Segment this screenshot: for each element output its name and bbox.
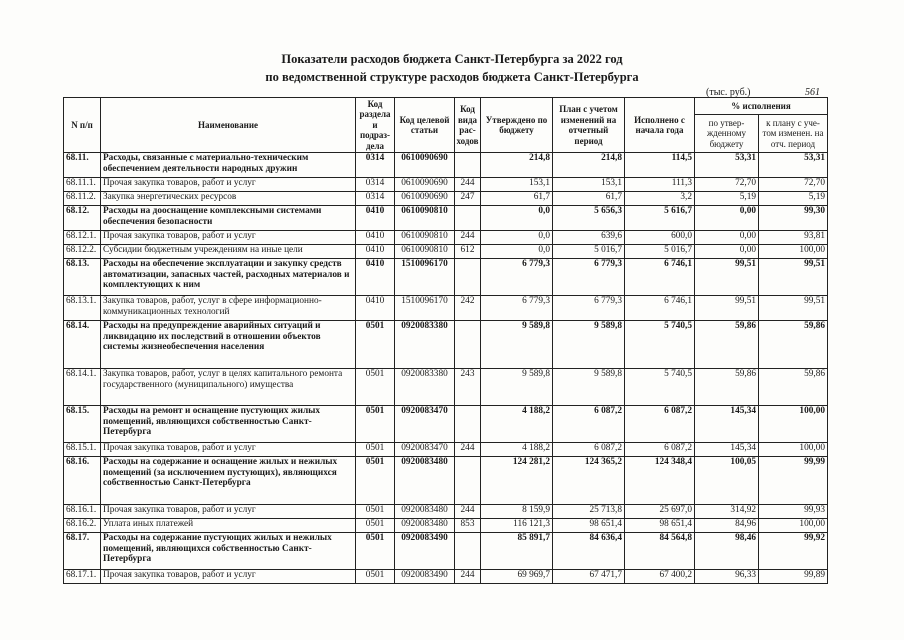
row-number: 68.15.1. [64,443,101,457]
row-target-code: 0920083470 [395,406,455,443]
header-name: Наименование [101,98,356,153]
budget-table [63,97,828,584]
table-row [64,457,828,505]
header-nn: N п/п [64,98,101,153]
table-row [64,178,828,192]
row-pct-budget: 0,00 [695,231,759,245]
row-name: Расходы, связанные с материально-техническим обеспечением деятельности народных дружин [101,153,356,178]
table-row [64,519,828,533]
row-name: Закупка товаров, работ, услуг в целях капитального ремонта государственного (муниципального) имущества [101,369,356,406]
row-plan: 5 656,3 [553,206,625,231]
row-executed: 6 746,1 [625,296,695,321]
row-number: 68.13.1. [64,296,101,321]
row-plan: 84 636,4 [553,533,625,570]
row-pct-budget: 100,05 [695,457,759,505]
row-approved: 4 188,2 [481,443,553,457]
row-executed: 5 740,5 [625,369,695,406]
row-approved: 0,0 [481,231,553,245]
row-approved: 124 281,2 [481,457,553,505]
row-executed: 6 087,2 [625,443,695,457]
row-pct-budget: 59,86 [695,321,759,369]
row-section-code: 0501 [356,369,395,406]
table-row [64,259,828,296]
row-target-code: 0610090810 [395,206,455,231]
row-plan: 6 087,2 [553,406,625,443]
row-plan: 98 651,4 [553,519,625,533]
row-section-code: 0410 [356,231,395,245]
table-row [64,206,828,231]
row-pct-plan: 5,19 [759,192,828,206]
row-executed: 6 746,1 [625,259,695,296]
row-kind-code: 244 [455,505,481,519]
row-pct-plan: 100,00 [759,406,828,443]
row-name: Расходы на обеспечение эксплуатации и закупку средств автоматизации, запасных частей, расходных материалов и комплектующих к ним [101,259,356,296]
table-row [64,245,828,259]
row-number: 68.17.1. [64,570,101,584]
table-row [64,570,828,584]
row-target-code: 0920083490 [395,533,455,570]
row-number: 68.11.1. [64,178,101,192]
header-executed: Исполнено с начала года [625,98,695,153]
row-section-code: 0501 [356,533,395,570]
row-approved: 69 969,7 [481,570,553,584]
row-approved: 4 188,2 [481,406,553,443]
row-plan: 9 589,8 [553,369,625,406]
header-section-code: Код раздела и подраз-дела [356,98,395,153]
row-pct-budget: 145,34 [695,443,759,457]
row-approved: 9 589,8 [481,369,553,406]
row-plan: 639,6 [553,231,625,245]
row-plan: 61,7 [553,192,625,206]
row-target-code: 0920083470 [395,443,455,457]
table-row [64,505,828,519]
row-executed: 124 348,4 [625,457,695,505]
table-row [64,153,828,178]
row-pct-plan: 100,00 [759,245,828,259]
row-plan: 124 365,2 [553,457,625,505]
header-target-code: Код целевой статьи [395,98,455,153]
page-subtitle: по ведомственной структуре расходов бюджета Санкт-Петербурга [265,70,639,84]
row-plan: 67 471,7 [553,570,625,584]
row-pct-plan: 59,86 [759,321,828,369]
row-approved: 9 589,8 [481,321,553,369]
row-pct-budget: 99,51 [695,259,759,296]
row-approved: 85 891,7 [481,533,553,570]
row-pct-plan: 99,93 [759,505,828,519]
row-name: Расходы на дооснащение комплексными системами обеспечения безопасности [101,206,356,231]
table-row [64,369,828,406]
row-name: Прочая закупка товаров, работ и услуг [101,443,356,457]
header-plan: План с учетом изменений на отчетный период [553,98,625,153]
row-name: Прочая закупка товаров, работ и услуг [101,570,356,584]
header-pct: % исполнения [695,98,828,115]
row-number: 68.13. [64,259,101,296]
row-pct-budget: 53,31 [695,153,759,178]
page-number: 561 [805,87,820,98]
row-executed: 67 400,2 [625,570,695,584]
row-kind-code [455,206,481,231]
row-number: 68.11. [64,153,101,178]
row-approved: 153,1 [481,178,553,192]
row-number: 68.14. [64,321,101,369]
table-row [64,443,828,457]
row-number: 68.12.2. [64,245,101,259]
row-approved: 6 779,3 [481,296,553,321]
row-approved: 8 159,9 [481,505,553,519]
row-executed: 98 651,4 [625,519,695,533]
row-number: 68.16.1. [64,505,101,519]
row-pct-budget: 96,33 [695,570,759,584]
row-name: Прочая закупка товаров, работ и услуг [101,505,356,519]
row-approved: 0,0 [481,206,553,231]
row-executed: 25 697,0 [625,505,695,519]
row-kind-code [455,321,481,369]
table-row [64,296,828,321]
row-executed: 5 740,5 [625,321,695,369]
row-section-code: 0501 [356,443,395,457]
row-executed: 84 564,8 [625,533,695,570]
row-kind-code: 612 [455,245,481,259]
header-kind-code: Код вида рас-ходов [455,98,481,153]
row-target-code: 0610090810 [395,245,455,259]
row-kind-code: 247 [455,192,481,206]
row-section-code: 0501 [356,406,395,443]
row-kind-code [455,533,481,570]
row-pct-budget: 84,96 [695,519,759,533]
row-pct-plan: 99,30 [759,206,828,231]
row-section-code: 0501 [356,519,395,533]
row-section-code: 0314 [356,178,395,192]
row-section-code: 0501 [356,457,395,505]
row-pct-budget: 5,19 [695,192,759,206]
row-executed: 5 016,7 [625,245,695,259]
table-row [64,406,828,443]
row-pct-budget: 72,70 [695,178,759,192]
row-kind-code: 242 [455,296,481,321]
row-pct-plan: 100,00 [759,443,828,457]
row-pct-plan: 53,31 [759,153,828,178]
row-number: 68.12. [64,206,101,231]
row-section-code: 0501 [356,321,395,369]
row-number: 68.17. [64,533,101,570]
row-target-code: 0920083480 [395,505,455,519]
row-pct-plan: 99,92 [759,533,828,570]
row-name: Расходы на содержание пустующих жилых и нежилых помещений, являющихся собственностью Санкт-Петербурга [101,533,356,570]
row-target-code: 1510096170 [395,296,455,321]
row-executed: 5 616,7 [625,206,695,231]
row-pct-plan: 93,81 [759,231,828,245]
header-approved: Утверждено по бюджету [481,98,553,153]
row-target-code: 0920083380 [395,369,455,406]
header-pct-plan: к плану с уче-том изменен. на отч. период [759,115,828,153]
row-target-code: 0610090690 [395,178,455,192]
row-name: Субсидии бюджетным учреждениям на иные цели [101,245,356,259]
row-target-code: 0610090810 [395,231,455,245]
row-plan: 214,8 [553,153,625,178]
row-target-code: 0920083480 [395,457,455,505]
row-kind-code [455,406,481,443]
row-number: 68.14.1. [64,369,101,406]
row-pct-plan: 99,99 [759,457,828,505]
row-name: Расходы на предупреждение аварийных ситуаций и ликвидацию их последствий в отношении объектов системы жизнеобеспечения населения [101,321,356,369]
row-number: 68.16. [64,457,101,505]
row-section-code: 0410 [356,245,395,259]
row-kind-code: 853 [455,519,481,533]
row-approved: 116 121,3 [481,519,553,533]
row-target-code: 0920083490 [395,570,455,584]
row-plan: 153,1 [553,178,625,192]
row-number: 68.15. [64,406,101,443]
row-pct-plan: 99,89 [759,570,828,584]
row-name: Закупка энергетических ресурсов [101,192,356,206]
table-row [64,192,828,206]
row-kind-code: 244 [455,231,481,245]
row-approved: 6 779,3 [481,259,553,296]
row-kind-code: 244 [455,443,481,457]
row-plan: 9 589,8 [553,321,625,369]
row-target-code: 0610090690 [395,153,455,178]
header-row-1 [64,98,828,115]
row-name: Прочая закупка товаров, работ и услуг [101,178,356,192]
row-executed: 600,0 [625,231,695,245]
row-executed: 3,2 [625,192,695,206]
row-target-code: 0920083480 [395,519,455,533]
table-row [64,533,828,570]
row-section-code: 0314 [356,153,395,178]
row-approved: 61,7 [481,192,553,206]
row-name: Прочая закупка товаров, работ и услуг [101,231,356,245]
row-pct-plan: 72,70 [759,178,828,192]
row-section-code: 0501 [356,570,395,584]
page-title: Показатели расходов бюджета Санкт-Петербурга за 2022 год [281,52,623,66]
row-plan: 5 016,7 [553,245,625,259]
row-kind-code [455,153,481,178]
row-approved: 214,8 [481,153,553,178]
header-pct-budget: по утвер-жденному бюджету [695,115,759,153]
row-pct-plan: 100,00 [759,519,828,533]
row-plan: 6 779,3 [553,296,625,321]
row-section-code: 0410 [356,296,395,321]
row-executed: 111,3 [625,178,695,192]
row-plan: 6 779,3 [553,259,625,296]
row-number: 68.16.2. [64,519,101,533]
row-approved: 0,0 [481,245,553,259]
row-section-code: 0410 [356,259,395,296]
table-row [64,321,828,369]
row-name: Закупка товаров, работ, услуг в сфере информационно-коммуникационных технологий [101,296,356,321]
row-number: 68.12.1. [64,231,101,245]
row-number: 68.11.2. [64,192,101,206]
row-name: Уплата иных платежей [101,519,356,533]
row-kind-code [455,457,481,505]
row-pct-budget: 99,51 [695,296,759,321]
row-pct-budget: 59,86 [695,369,759,406]
row-kind-code [455,259,481,296]
row-name: Расходы на ремонт и оснащение пустующих жилых помещений, являющихся собственностью Санкт-Петербурга [101,406,356,443]
row-section-code: 0314 [356,192,395,206]
row-section-code: 0501 [356,505,395,519]
row-name: Расходы на содержание и оснащение жилых и нежилых помещений (за исключением пустующих), являющихся собственностью Санкт-Петербурга [101,457,356,505]
row-plan: 6 087,2 [553,443,625,457]
row-target-code: 0610090690 [395,192,455,206]
row-pct-budget: 0,00 [695,206,759,231]
row-plan: 25 713,8 [553,505,625,519]
row-target-code: 1510096170 [395,259,455,296]
row-kind-code: 243 [455,369,481,406]
row-executed: 114,5 [625,153,695,178]
row-pct-plan: 99,51 [759,259,828,296]
row-pct-budget: 145,34 [695,406,759,443]
row-executed: 6 087,2 [625,406,695,443]
row-pct-plan: 99,51 [759,296,828,321]
units-label: (тыс. руб.) [706,87,751,98]
row-target-code: 0920083380 [395,321,455,369]
table-row [64,231,828,245]
row-pct-plan: 59,86 [759,369,828,406]
row-pct-budget: 98,46 [695,533,759,570]
row-pct-budget: 314,92 [695,505,759,519]
row-section-code: 0410 [356,206,395,231]
row-pct-budget: 0,00 [695,245,759,259]
row-kind-code: 244 [455,178,481,192]
row-kind-code: 244 [455,570,481,584]
